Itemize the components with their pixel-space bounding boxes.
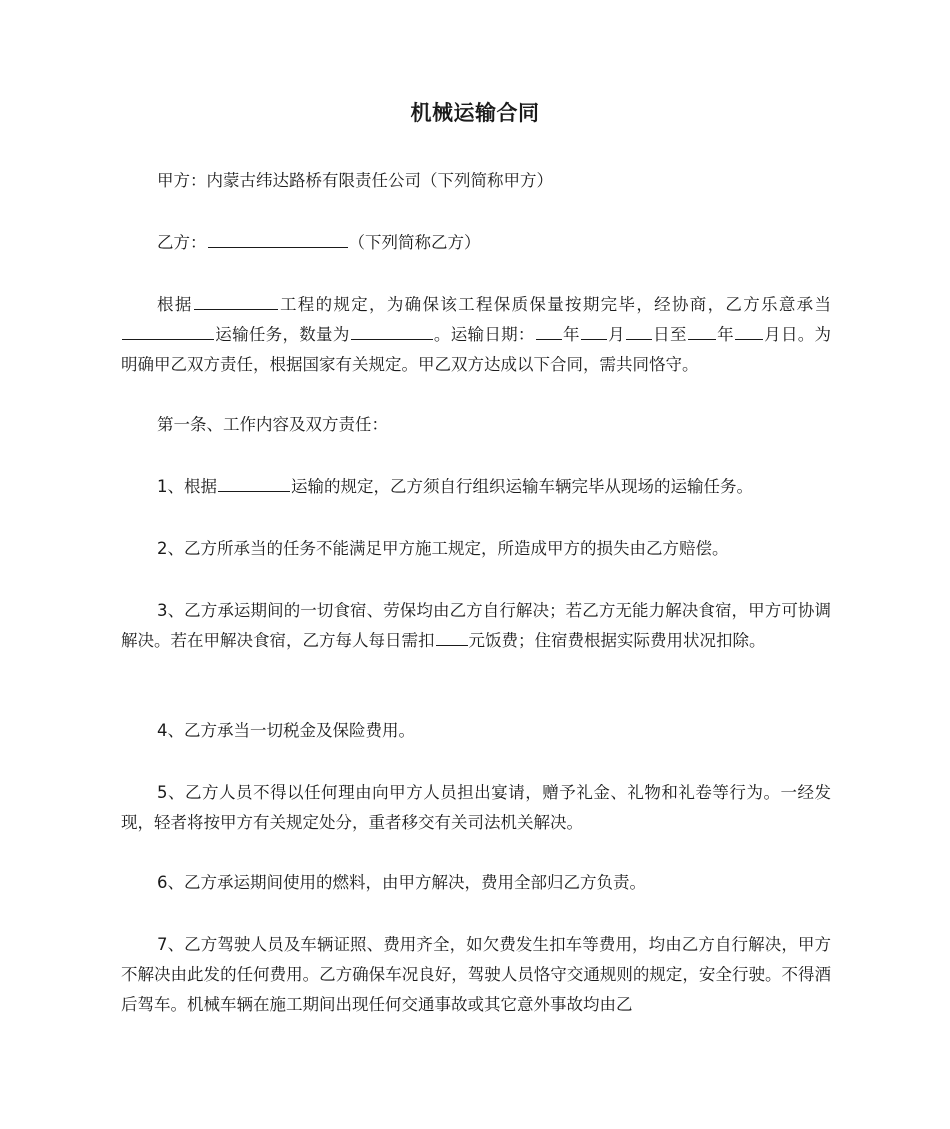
clause-2: 2、乙方所承当的任务不能满足甲方施工规定，所造成甲方的损失由乙方赔偿。 bbox=[157, 539, 729, 558]
party-b-line bbox=[121, 228, 831, 258]
transport-task-blank bbox=[122, 323, 214, 340]
intro-text-1: 根据 bbox=[157, 295, 193, 314]
intro-text-2: 工程的规定，为确保该工程保质保量按期完毕，经协商，乙方乐意承当 bbox=[278, 295, 832, 314]
clause-1-blank bbox=[218, 475, 290, 492]
intro-text-9: 月日。为明确甲乙双方责任，根据国家有关规定。甲乙双方达成以下合同，需共同恪守。 bbox=[121, 325, 832, 374]
clause-4: 4、乙方承当一切税金及保险费用。 bbox=[157, 721, 415, 740]
clause-7: 7、乙方驾驶人员及车辆证照、费用齐全，如欠费发生扣车等费用，均由乙方自行解决，甲方不解决由此发的任何费用。乙方确保车况良好，驾驶人员恪守交通规则的规定，安全行驶。不得酒后驾车。机械车辆在施工期间出现任何交通事故或其它意外事故均由乙 bbox=[121, 935, 831, 1014]
clause-1 bbox=[121, 472, 831, 502]
clause-1-text-before: 1、根据 bbox=[157, 477, 217, 496]
quantity-blank bbox=[351, 323, 433, 340]
document-title: 机械运输合同 bbox=[410, 101, 540, 125]
party-b-blank bbox=[208, 231, 348, 248]
start-month-blank bbox=[581, 323, 607, 340]
clause-3 bbox=[121, 596, 831, 656]
project-blank bbox=[194, 293, 278, 310]
start-day-blank bbox=[626, 323, 652, 340]
meal-fee-blank bbox=[436, 629, 468, 646]
start-year-blank bbox=[536, 323, 562, 340]
clause-3-text-before: 3、乙方承运期间的一切食宿、劳保均由乙方自行解决；若乙方无能力解决食宿，甲方可协调解决。若在甲解决食宿，乙方每人每日需扣 bbox=[121, 601, 831, 650]
intro-text-3: 运输任务，数量为 bbox=[215, 325, 350, 344]
clause-6: 6、乙方承运期间使用的燃料，由甲方解决，费用全部归乙方负责。 bbox=[157, 873, 646, 892]
intro-text-8: 年 bbox=[716, 325, 734, 344]
clause-5: 5、乙方人员不得以任何理由向甲方人员担出宴请，赠予礼金、礼物和礼卷等行为。一经发现，轻者将按甲方有关规定处分，重者移交有关司法机关解决。 bbox=[121, 783, 831, 832]
end-year-blank bbox=[688, 323, 716, 340]
intro-paragraph bbox=[121, 290, 831, 380]
intro-text-6: 月 bbox=[607, 325, 625, 344]
clause-3-text-after: 元饭费；住宿费根据实际费用状况扣除。 bbox=[468, 631, 766, 650]
intro-text-4: 。运输日期： bbox=[433, 325, 535, 344]
party-b-suffix: （下列简称乙方） bbox=[348, 233, 481, 252]
intro-text-5: 年 bbox=[562, 325, 580, 344]
party-b-label: 乙方： bbox=[157, 233, 207, 252]
intro-text-7: 日至 bbox=[652, 325, 687, 344]
clause-1-text-after: 运输的规定，乙方须自行组织运输车辆完毕从现场的运输任务。 bbox=[291, 477, 753, 496]
end-month-blank bbox=[735, 323, 763, 340]
party-a-line: 甲方：内蒙古纬达路桥有限责任公司（下列简称甲方） bbox=[157, 171, 553, 190]
article-1-heading: 第一条、工作内容及双方责任： bbox=[157, 415, 388, 434]
